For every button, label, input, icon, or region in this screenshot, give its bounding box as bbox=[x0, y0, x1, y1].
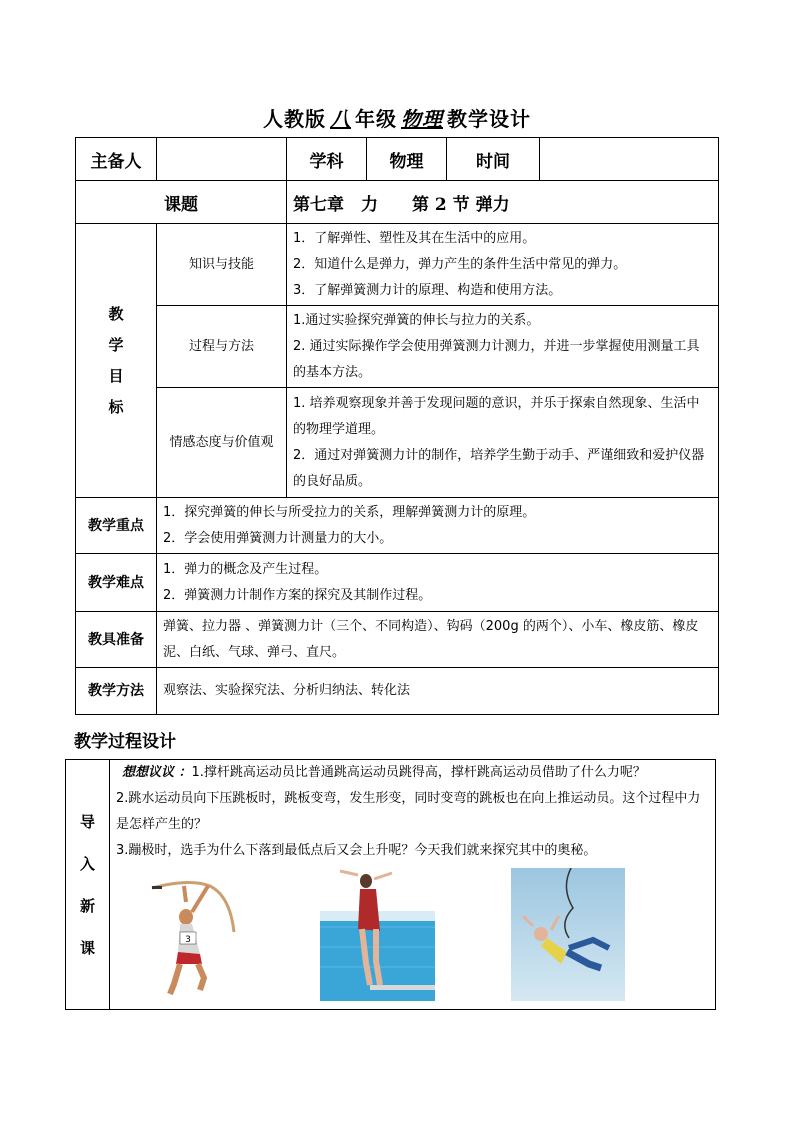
process-section-title: 教学过程设计 bbox=[74, 732, 176, 752]
question-1: 想想议议 ：1.撑杆跳高运动员比普通跳高运动员跳得高，撑杆跳高运动员借助了什么力呢？ bbox=[122, 765, 646, 780]
objectives-label: 教 学 目 标 bbox=[76, 224, 157, 498]
key-points-content: 1．探究弹簧的伸长与所受拉力的关系，理解弹簧测力计的原理。 2．学会使用弹簧测力计测量力的大小。 bbox=[157, 498, 719, 554]
athlete-bib-number: 3 bbox=[185, 935, 191, 945]
objective-attitude-content: 1. 培养观察现象并善于发现问题的意识，并乐于探索自然现象、生活中的物理学道理。 2．通过对弹簧测力计的制作，培养学生勤于动手、严谨细致和爱护仪器的良好品质。 bbox=[287, 388, 719, 498]
subject-value: 物理 bbox=[367, 138, 447, 181]
objective-knowledge-label: 知识与技能 bbox=[157, 224, 287, 306]
question-3: 3.蹦极时，选手为什么下落到最低点后又会上升呢？今天我们就来探究其中的奥秘。 bbox=[116, 843, 597, 858]
grade-blank: 八 bbox=[330, 107, 351, 131]
bungee-image bbox=[511, 868, 625, 1001]
methods-label: 教学方法 bbox=[76, 668, 157, 715]
objective-attitude-label: 情感态度与价值观 bbox=[157, 388, 287, 498]
objective-knowledge-content: 1．了解弹性、塑性及其在生活中的应用。 2．知道什么是弹力，弹力产生的条件生活中常见的弹力。 3．了解弹簧测力计的原理、构造和使用方法。 bbox=[287, 224, 719, 306]
subject-label: 学科 bbox=[287, 138, 367, 181]
think-label: 想想议议 ： bbox=[122, 765, 192, 780]
topic-label: 课题 bbox=[76, 181, 287, 224]
methods-content: 观察法、实验探究法、分析归纳法、转化法 bbox=[157, 668, 719, 715]
time-value bbox=[540, 138, 719, 181]
intro-stage-label: 导 入 新 课 bbox=[66, 760, 110, 1010]
topic-value: 第七章 力 第 2 节 弹力 bbox=[287, 181, 719, 224]
question-2: 2.跳水运动员向下压跳板时，跳板变弯，发生形变，同时变弯的跳板也在向上推运动员。这个过程中力是怎样产生的？ bbox=[116, 791, 701, 832]
diver-image bbox=[320, 867, 435, 1001]
equipment-label: 教具准备 bbox=[76, 612, 157, 668]
time-label: 时间 bbox=[447, 138, 540, 181]
key-points-label: 教学重点 bbox=[76, 498, 157, 554]
subject-blank: 物理 bbox=[401, 107, 443, 131]
difficulties-label: 教学难点 bbox=[76, 554, 157, 612]
difficulties-content: 1．弹力的概念及产生过程。 2．弹簧测力计制作方案的探究及其制作过程。 bbox=[157, 554, 719, 612]
objective-process-label: 过程与方法 bbox=[157, 306, 287, 388]
equipment-content: 弹簧、拉力器 、弹簧测力计（三个、不同构造）、钩码（200g 的两个）、小车、橡皮筋、橡皮泥、白纸、气球、弹弓、直尺。 bbox=[157, 612, 719, 668]
lesson-info-table bbox=[75, 137, 719, 715]
preparer-value bbox=[157, 138, 287, 181]
document-title: 人教版 八 年级 物理 教学设计 bbox=[263, 107, 531, 131]
objective-process-content: 1.通过实验探究弹簧的伸长与拉力的关系。 2. 通过实际操作学会使用弹簧测力计测力，并进一步掌握使用测量工具的基本方法。 bbox=[287, 306, 719, 388]
pole-vault-image bbox=[150, 872, 250, 997]
preparer-label: 主备人 bbox=[76, 138, 157, 181]
